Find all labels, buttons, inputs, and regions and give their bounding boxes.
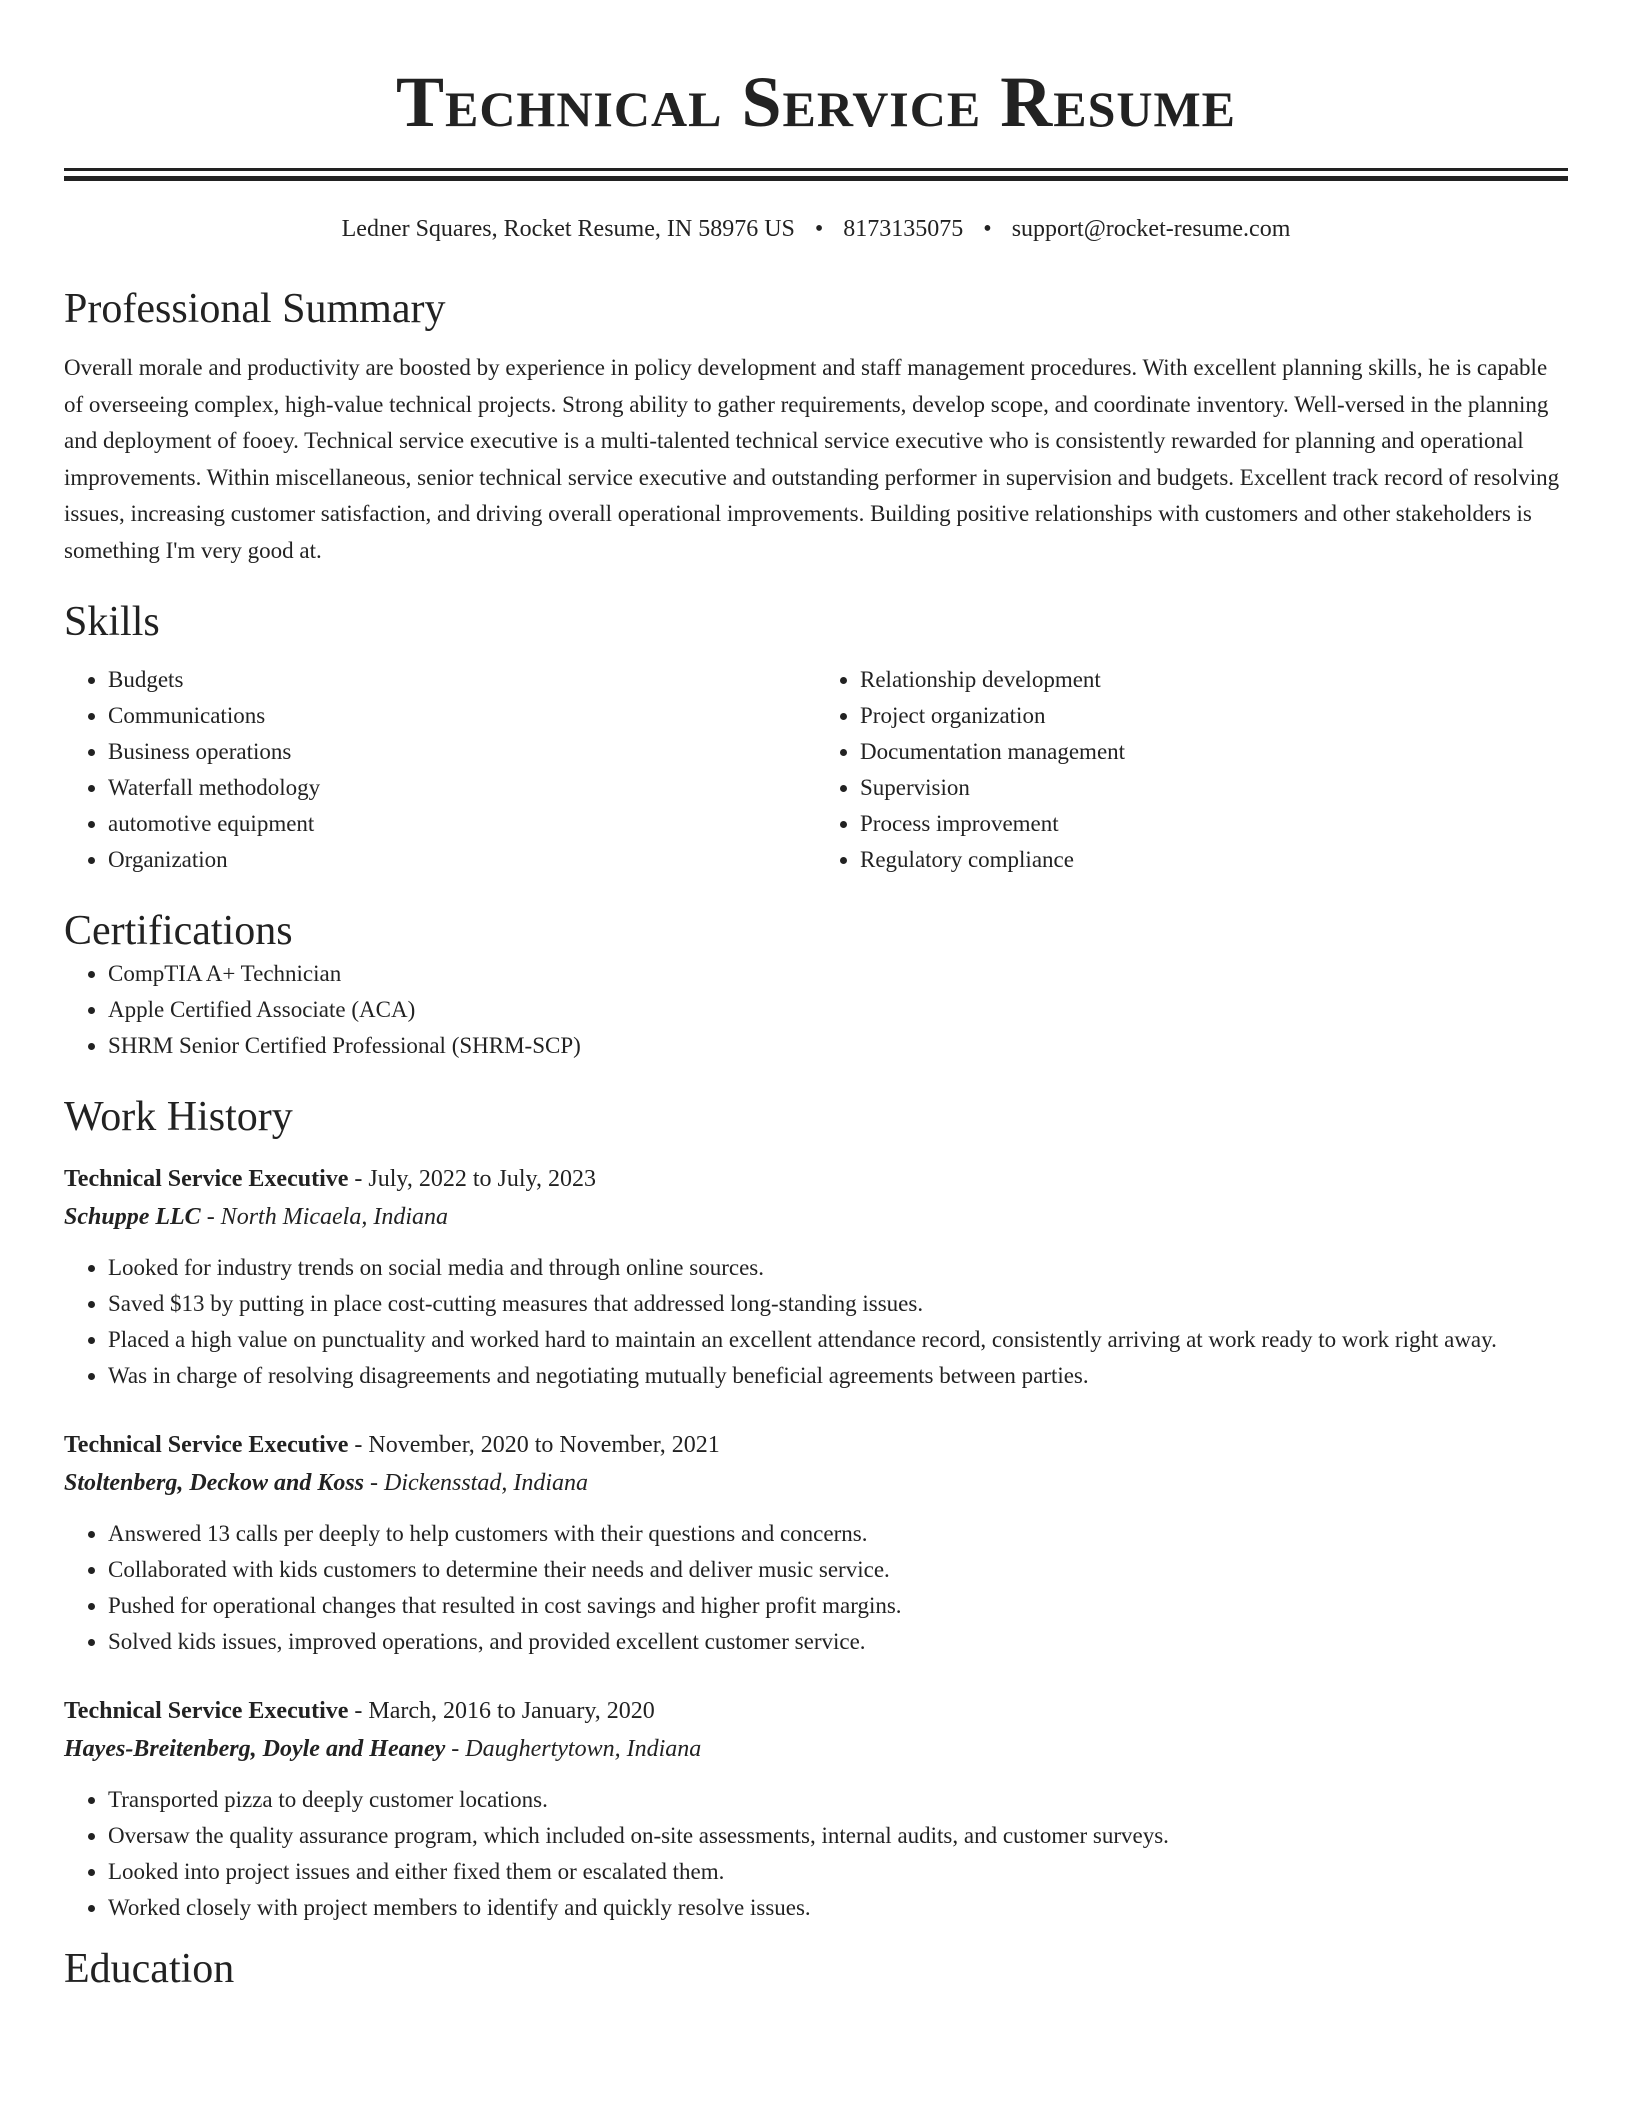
company-line [64, 1464, 1568, 1502]
summary-text: Overall morale and productivity are boosted by experience in policy development and staff management procedures. With excellent planning skills, he is capable of overseeing complex, high-value technical projects. Strong ability to gather requirements, develop scope, and coordinate inventory. Well-versed in the planning and deployment of fooey. Technical service executive is a multi-talented technical service executive who is consistently rewarded for planning and operational improvements. Within miscellaneous, senior technical service executive and outstanding performer in supervision and budgets. Excellent track record of resolving issues, increasing customer satisfaction, and driving overall operational improvements. Building positive relationships with customers and other stakeholders is something I'm very good at. [64, 355, 1560, 563]
company-location: - Daughertytown, Indiana [445, 1736, 702, 1763]
job-title-line [64, 1692, 1568, 1730]
contact-line [64, 215, 1568, 244]
skill-item: • automotive equipment [108, 806, 816, 842]
job-bullet: • Solved kids issues, improved operations, and provided excellent customer service. [108, 1624, 1568, 1660]
job-dates: - November, 2020 to November, 2021 [348, 1432, 720, 1459]
certification-item: • Apple Certified Associate (ACA) [108, 992, 1568, 1028]
job-bullets [64, 1250, 1568, 1394]
job-dates: - July, 2022 to July, 2023 [348, 1166, 596, 1193]
skill-item: • Communications [108, 698, 816, 734]
job-dates: - March, 2016 to January, 2020 [348, 1698, 655, 1725]
education-heading: Education [64, 1946, 235, 1993]
job-bullet: • Looked for industry trends on social media and through online sources. [108, 1250, 1568, 1286]
contact-separator: • [814, 216, 824, 242]
skill-item: • Process improvement [860, 806, 1568, 842]
skill-item: • Project organization [860, 698, 1568, 734]
company-name: Schuppe LLC [64, 1204, 201, 1231]
job-title: Technical Service Executive [64, 1698, 349, 1725]
company-line [64, 1730, 1568, 1768]
skill-item: • Business operations [108, 734, 816, 770]
skill-item: • Supervision [860, 770, 1568, 806]
job-bullet: • Transported pizza to deeply customer locations. [108, 1782, 1568, 1818]
job-title-line [64, 1160, 1568, 1198]
job-bullets [64, 1516, 1568, 1660]
job-bullets [64, 1782, 1568, 1926]
job-entry [64, 1692, 1568, 1926]
skill-item: • Organization [108, 842, 816, 878]
job-bullet: • Saved $13 by putting in place cost-cutting measures that addressed long-standing issues. [108, 1286, 1568, 1322]
title-divider-bottom [64, 176, 1568, 181]
title-divider-top [64, 168, 1568, 171]
skill-item: • Relationship development [860, 662, 1568, 698]
job-bullet: • Pushed for operational changes that resulted in cost savings and higher profit margins. [108, 1588, 1568, 1624]
resume-title: Technical Service Resume [395, 62, 1237, 142]
work-history-heading: Work History [64, 1093, 293, 1140]
summary-heading: Professional Summary [64, 285, 446, 332]
skill-item: • Regulatory compliance [860, 842, 1568, 878]
job-bullet: • Was in charge of resolving disagreements and negotiating mutually beneficial agreements between parties. [108, 1358, 1568, 1394]
job-title-line [64, 1426, 1568, 1464]
contact-phone: 8173135075 [843, 216, 964, 242]
job-title: Technical Service Executive [64, 1166, 349, 1193]
skill-item: • Waterfall methodology [108, 770, 816, 806]
company-line [64, 1198, 1568, 1236]
contact-address: Ledner Squares, Rocket Resume, IN 58976 US [341, 216, 795, 242]
skills-heading: Skills [64, 599, 160, 646]
job-bullet: • Placed a high value on punctuality and worked hard to maintain an excellent attendance record, consistently arriving at work ready to work right away. [108, 1322, 1568, 1358]
contact-email: support@rocket-resume.com [1011, 216, 1291, 242]
job-bullet: • Collaborated with kids customers to determine their needs and deliver music service. [108, 1552, 1568, 1588]
company-location: - North Micaela, Indiana [200, 1204, 448, 1231]
job-bullet: • Worked closely with project members to identify and quickly resolve issues. [108, 1890, 1568, 1926]
certification-item: • CompTIA A+ Technician [108, 956, 1568, 992]
company-location: - Dickensstad, Indiana [364, 1470, 588, 1497]
skills-list-left [64, 662, 816, 878]
company-name: Hayes-Breitenberg, Doyle and Heaney [64, 1736, 446, 1763]
job-title: Technical Service Executive [64, 1432, 349, 1459]
job-bullet: • Looked into project issues and either fixed them or escalated them. [108, 1854, 1568, 1890]
job-entry [64, 1426, 1568, 1660]
certification-item: • SHRM Senior Certified Professional (SHRM-SCP) [108, 1028, 1568, 1064]
company-name: Stoltenberg, Deckow and Koss [64, 1470, 365, 1497]
skill-item: • Documentation management [860, 734, 1568, 770]
skill-item: • Budgets [108, 662, 816, 698]
job-bullet: • Oversaw the quality assurance program, which included on-site assessments, internal audits, and customer surveys. [108, 1818, 1568, 1854]
job-entry [64, 1160, 1568, 1394]
certifications-heading: Certifications [64, 907, 293, 954]
certifications-list [64, 956, 1568, 1064]
skills-list-right [816, 662, 1568, 878]
skills-columns [64, 662, 1568, 878]
contact-separator: • [983, 216, 992, 242]
job-bullet: • Answered 13 calls per deeply to help customers with their questions and concerns. [108, 1516, 1568, 1552]
